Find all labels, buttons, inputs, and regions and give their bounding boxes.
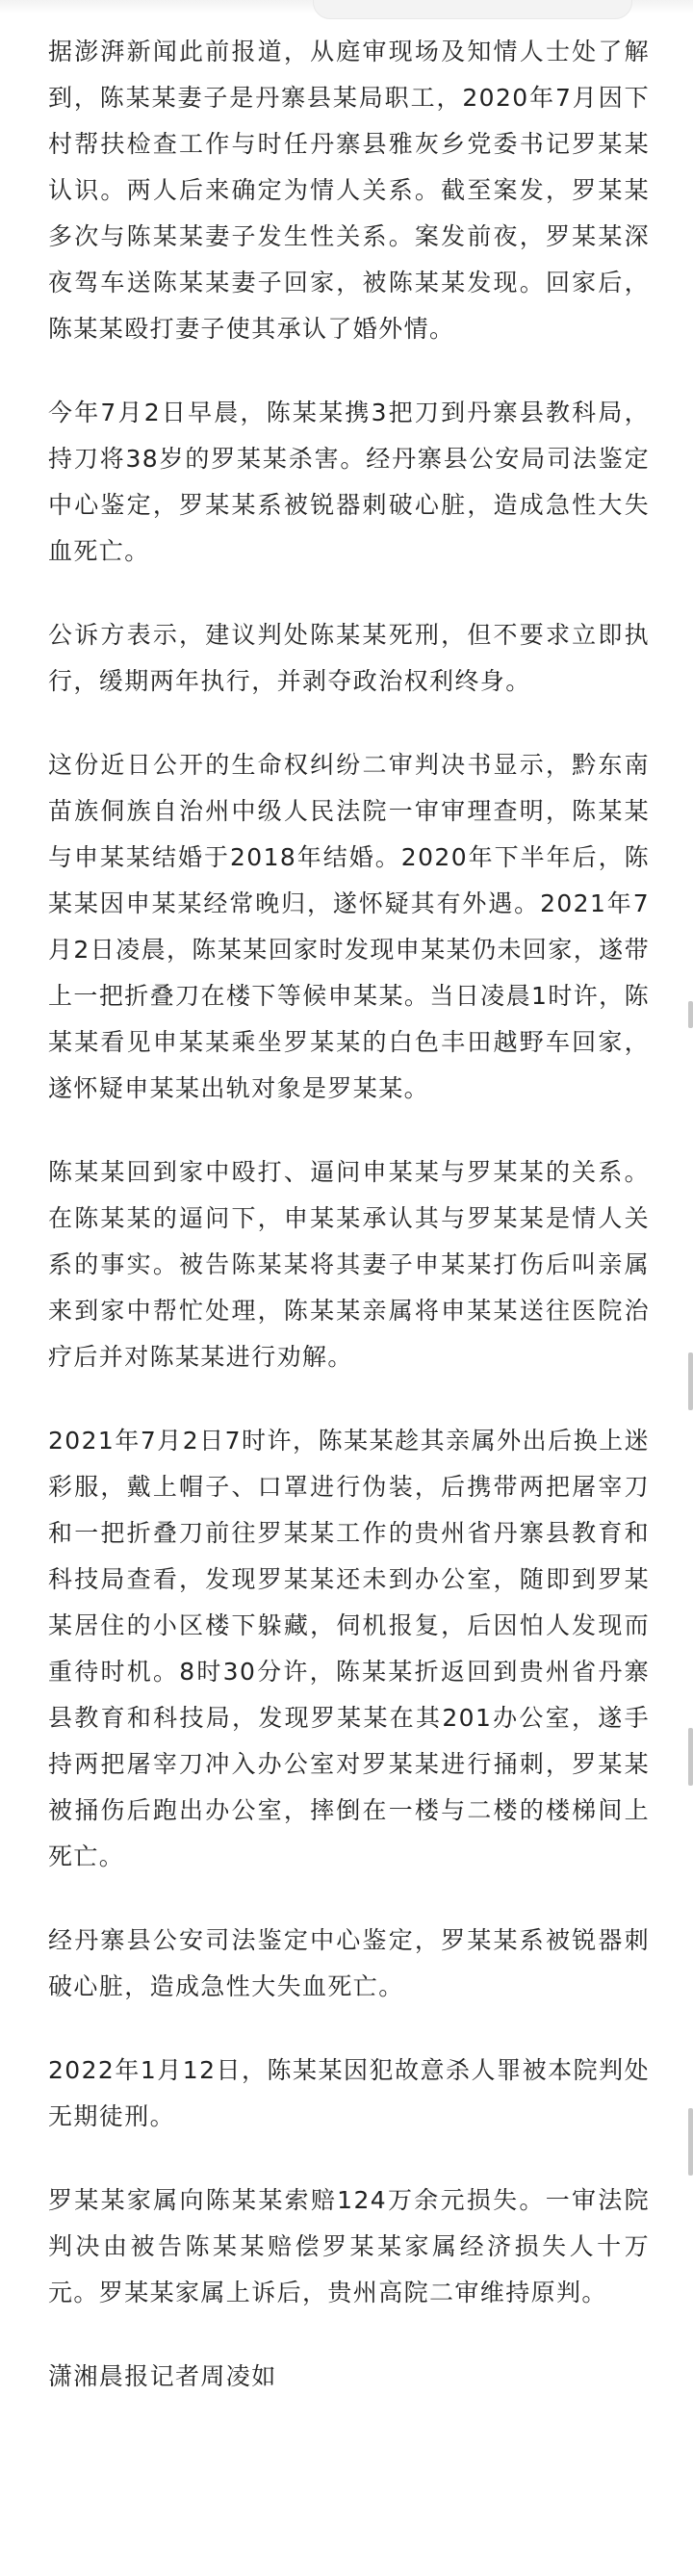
scrollbar-marker[interactable] [688, 1352, 693, 1410]
scrollbar-thumb[interactable] [688, 2108, 693, 2176]
floating-toolbar[interactable] [313, 0, 632, 19]
paragraph-6: 2021年7月2日7时许，陈某某趁其亲属外出后换上迷彩服，戴上帽子、口罩进行伪装，后携带两把屠宰刀和一把折叠刀前往罗某某工作的贵州省丹寨县教育和科技局查看，发现罗某某还未到办公室，随即到罗某某居住的小区楼下躲藏，伺机报复，后因怕人发现而重待时机。8时30分许，陈某某折返回到贵州省丹寨县教育和科技局，发现罗某某在其201办公室，遂手持两把屠宰刀冲入办公室对罗某某进行捅刺，罗某某被捅伤后跑出办公室，摔倒在一楼与二楼的楼梯间上死亡。 [48, 1427, 650, 1870]
author-byline: 潇湘晨报记者周凌如 [48, 2362, 277, 2390]
paragraph-1: 据澎湃新闻此前报道，从庭审现场及知情人士处了解到，陈某某妻子是丹寨县某局职工，2020年7月因下村帮扶检查工作与时任丹寨县雅灰乡党委书记罗某某认识。两人后来确定为情人关系。截至案发，罗某某多次与陈某某妻子发生性关系。案发前夜，罗某某深夜驾车送陈某某妻子回家，被陈某某发现。回家后，陈某某殴打妻子使其承认了婚外情。 [48, 38, 650, 343]
paragraph-9: 罗某某家属向陈某某索赔124万余元损失。一审法院判决由被告陈某某赔偿罗某某家属经济损失人十万元。罗某某家属上诉后，贵州高院二审维持原判。 [48, 2186, 650, 2306]
paragraph-4: 这份近日公开的生命权纠纷二审判决书显示，黔东南苗族侗族自治州中级人民法院一审审理查明，陈某某与申某某结婚于2018年结婚。2020年下半年后，陈某某因申某某经常晚归，遂怀疑其有外遇。2021年7月2日凌晨，陈某某回家时发现申某某仍未回家，遂带上一把折叠刀在楼下等候申某某。当日凌晨1时许，陈某某看见申某某乘坐罗某某的白色丰田越野车回家，遂怀疑申某某出轨对象是罗某某。 [48, 751, 650, 1102]
scrollbar-marker[interactable] [688, 1728, 693, 1786]
paragraph-5: 陈某某回到家中殴打、逼问申某某与罗某某的关系。在陈某某的逼问下，申某某承认其与罗某某是情人关系的事实。被告陈某某将其妻子申某某打伤后叫亲属来到家中帮忙处理，陈某某亲属将申某某送往医院治疗后并对陈某某进行劝解。 [48, 1158, 650, 1371]
paragraph-8: 2022年1月12日，陈某某因犯故意杀人罪被本院判处无期徒刑。 [48, 2056, 650, 2130]
paragraph-2: 今年7月2日早晨，陈某某携3把刀到丹寨县教科局，持刀将38岁的罗某某杀害。经丹寨县公安局司法鉴定中心鉴定，罗某某系被锐器刺破心脏，造成急性大失血死亡。 [48, 399, 650, 565]
paragraph-3: 公诉方表示，建议判处陈某某死刑，但不要求立即执行，缓期两年执行，并剥夺政治权利终身。 [48, 621, 650, 695]
scrollbar-marker[interactable] [688, 1001, 693, 1028]
paragraph-7: 经丹寨县公安司法鉴定中心鉴定，罗某某系被锐器刺破心脏，造成急性大失血死亡。 [48, 1926, 650, 2000]
article-body [48, 29, 650, 2400]
